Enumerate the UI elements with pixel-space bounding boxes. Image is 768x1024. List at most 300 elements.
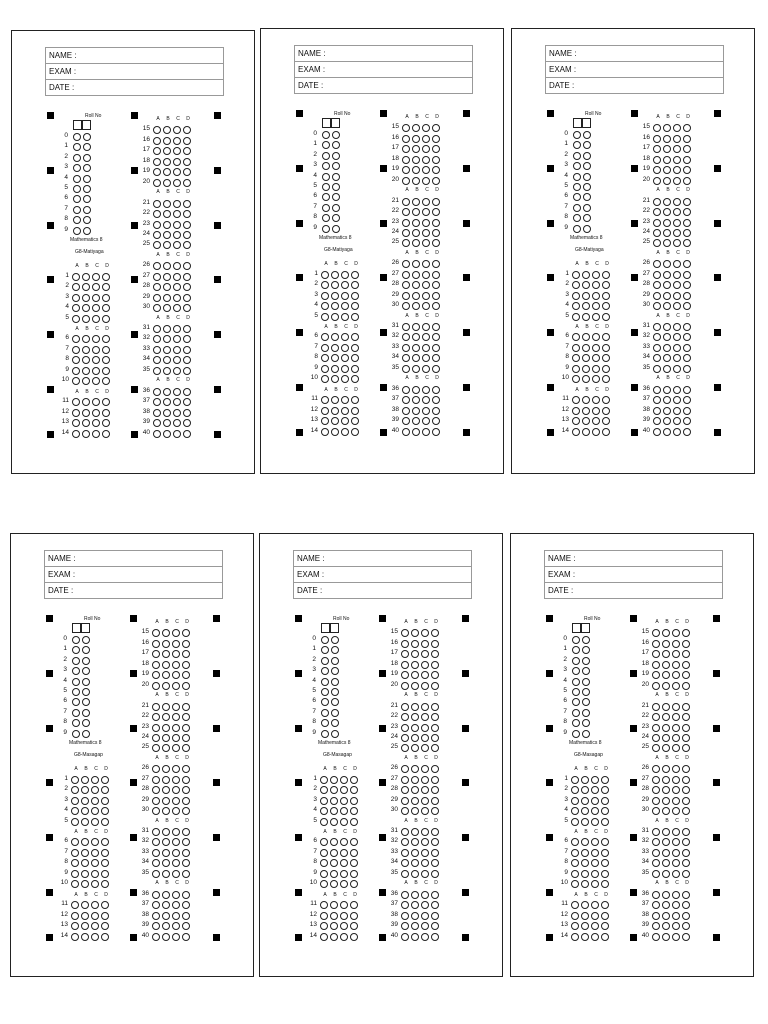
answer-bubble[interactable] bbox=[682, 891, 690, 899]
answer-bubble[interactable] bbox=[320, 859, 328, 867]
answer-bubble[interactable] bbox=[92, 419, 100, 427]
answer-bubble[interactable] bbox=[431, 724, 439, 732]
answer-bubble[interactable] bbox=[320, 880, 328, 888]
answer-bubble[interactable] bbox=[401, 713, 409, 721]
answer-bubble[interactable] bbox=[81, 818, 89, 826]
answer-bubble[interactable] bbox=[672, 797, 680, 805]
answer-bubble[interactable] bbox=[173, 158, 181, 166]
answer-bubble[interactable] bbox=[91, 880, 99, 888]
roll-bubble[interactable] bbox=[582, 636, 590, 644]
roll-bubble[interactable] bbox=[83, 133, 91, 141]
answer-bubble[interactable] bbox=[340, 880, 348, 888]
answer-bubble[interactable] bbox=[662, 744, 670, 752]
answer-bubble[interactable] bbox=[672, 744, 680, 752]
roll-bubble[interactable] bbox=[82, 688, 90, 696]
answer-bubble[interactable] bbox=[182, 912, 190, 920]
answer-bubble[interactable] bbox=[662, 901, 670, 909]
answer-bubble[interactable] bbox=[673, 135, 681, 143]
answer-bubble[interactable] bbox=[340, 870, 348, 878]
answer-bubble[interactable] bbox=[682, 922, 690, 930]
answer-bubble[interactable] bbox=[153, 179, 161, 187]
roll-bubble[interactable] bbox=[83, 185, 91, 193]
answer-bubble[interactable] bbox=[172, 922, 180, 930]
answer-bubble[interactable] bbox=[412, 428, 420, 436]
answer-bubble[interactable] bbox=[341, 407, 349, 415]
answer-bubble[interactable] bbox=[592, 333, 600, 341]
answer-bubble[interactable] bbox=[653, 428, 661, 436]
answer-bubble[interactable] bbox=[602, 313, 610, 321]
answer-bubble[interactable] bbox=[653, 271, 661, 279]
answer-bubble[interactable] bbox=[592, 354, 600, 362]
answer-bubble[interactable] bbox=[682, 870, 690, 878]
answer-bubble[interactable] bbox=[401, 776, 409, 784]
answer-bubble[interactable] bbox=[412, 271, 420, 279]
answer-bubble[interactable] bbox=[653, 260, 661, 268]
answer-bubble[interactable] bbox=[182, 671, 190, 679]
answer-bubble[interactable] bbox=[411, 849, 419, 857]
answer-bubble[interactable] bbox=[662, 797, 670, 805]
roll-bubble[interactable] bbox=[83, 154, 91, 162]
answer-bubble[interactable] bbox=[412, 208, 420, 216]
answer-bubble[interactable] bbox=[320, 786, 328, 794]
answer-bubble[interactable] bbox=[683, 386, 691, 394]
answer-bubble[interactable] bbox=[162, 807, 170, 815]
answer-bubble[interactable] bbox=[350, 838, 358, 846]
answer-bubble[interactable] bbox=[401, 671, 409, 679]
answer-bubble[interactable] bbox=[183, 398, 191, 406]
answer-bubble[interactable] bbox=[320, 807, 328, 815]
roll-bubble[interactable] bbox=[322, 131, 330, 139]
answer-bubble[interactable] bbox=[572, 313, 580, 321]
answer-bubble[interactable] bbox=[663, 281, 671, 289]
roll-bubble[interactable] bbox=[73, 143, 81, 151]
answer-bubble[interactable] bbox=[331, 344, 339, 352]
answer-bubble[interactable] bbox=[422, 407, 430, 415]
roll-bubble[interactable] bbox=[73, 164, 81, 172]
roll-bubble[interactable] bbox=[82, 698, 90, 706]
roll-bubble[interactable] bbox=[322, 214, 330, 222]
answer-bubble[interactable] bbox=[173, 346, 181, 354]
answer-bubble[interactable] bbox=[673, 229, 681, 237]
answer-bubble[interactable] bbox=[182, 901, 190, 909]
answer-bubble[interactable] bbox=[152, 922, 160, 930]
answer-bubble[interactable] bbox=[652, 901, 660, 909]
answer-bubble[interactable] bbox=[652, 797, 660, 805]
answer-bubble[interactable] bbox=[72, 304, 80, 312]
answer-bubble[interactable] bbox=[412, 166, 420, 174]
answer-bubble[interactable] bbox=[421, 891, 429, 899]
answer-bubble[interactable] bbox=[330, 901, 338, 909]
answer-bubble[interactable] bbox=[431, 629, 439, 637]
answer-bubble[interactable] bbox=[682, 859, 690, 867]
answer-bubble[interactable] bbox=[662, 650, 670, 658]
answer-bubble[interactable] bbox=[601, 797, 609, 805]
answer-bubble[interactable] bbox=[102, 304, 110, 312]
answer-bubble[interactable] bbox=[673, 208, 681, 216]
answer-bubble[interactable] bbox=[173, 147, 181, 155]
answer-bubble[interactable] bbox=[652, 671, 660, 679]
answer-bubble[interactable] bbox=[81, 776, 89, 784]
answer-bubble[interactable] bbox=[163, 137, 171, 145]
answer-bubble[interactable] bbox=[663, 428, 671, 436]
answer-bubble[interactable] bbox=[421, 838, 429, 846]
answer-bubble[interactable] bbox=[182, 807, 190, 815]
answer-bubble[interactable] bbox=[102, 315, 110, 323]
answer-bubble[interactable] bbox=[422, 344, 430, 352]
roll-bubble[interactable] bbox=[73, 195, 81, 203]
answer-bubble[interactable] bbox=[163, 325, 171, 333]
answer-bubble[interactable] bbox=[102, 335, 110, 343]
answer-bubble[interactable] bbox=[582, 354, 590, 362]
answer-bubble[interactable] bbox=[653, 124, 661, 132]
answer-bubble[interactable] bbox=[672, 891, 680, 899]
answer-bubble[interactable] bbox=[652, 724, 660, 732]
answer-bubble[interactable] bbox=[602, 396, 610, 404]
answer-bubble[interactable] bbox=[402, 271, 410, 279]
answer-bubble[interactable] bbox=[82, 398, 90, 406]
answer-bubble[interactable] bbox=[431, 713, 439, 721]
answer-bubble[interactable] bbox=[412, 292, 420, 300]
roll-bubble[interactable] bbox=[583, 152, 591, 160]
answer-bubble[interactable] bbox=[421, 629, 429, 637]
answer-bubble[interactable] bbox=[173, 273, 181, 281]
answer-bubble[interactable] bbox=[101, 838, 109, 846]
answer-bubble[interactable] bbox=[571, 786, 579, 794]
answer-bubble[interactable] bbox=[411, 703, 419, 711]
answer-bubble[interactable] bbox=[72, 430, 80, 438]
answer-bubble[interactable] bbox=[172, 629, 180, 637]
answer-bubble[interactable] bbox=[432, 407, 440, 415]
roll-bubble[interactable] bbox=[321, 678, 329, 686]
answer-bubble[interactable] bbox=[672, 734, 680, 742]
answer-bubble[interactable] bbox=[183, 294, 191, 302]
answer-bubble[interactable] bbox=[401, 849, 409, 857]
answer-bubble[interactable] bbox=[153, 158, 161, 166]
answer-bubble[interactable] bbox=[432, 198, 440, 206]
answer-bubble[interactable] bbox=[172, 682, 180, 690]
answer-bubble[interactable] bbox=[421, 849, 429, 857]
answer-bubble[interactable] bbox=[81, 901, 89, 909]
answer-bubble[interactable] bbox=[591, 849, 599, 857]
answer-bubble[interactable] bbox=[331, 365, 339, 373]
answer-bubble[interactable] bbox=[591, 933, 599, 941]
answer-bubble[interactable] bbox=[163, 179, 171, 187]
answer-bubble[interactable] bbox=[683, 407, 691, 415]
answer-bubble[interactable] bbox=[673, 428, 681, 436]
answer-bubble[interactable] bbox=[422, 354, 430, 362]
answer-bubble[interactable] bbox=[602, 428, 610, 436]
answer-bubble[interactable] bbox=[653, 239, 661, 247]
roll-bubble[interactable] bbox=[73, 154, 81, 162]
answer-bubble[interactable] bbox=[172, 724, 180, 732]
answer-bubble[interactable] bbox=[162, 901, 170, 909]
answer-bubble[interactable] bbox=[350, 870, 358, 878]
answer-bubble[interactable] bbox=[331, 396, 339, 404]
answer-bubble[interactable] bbox=[163, 409, 171, 417]
answer-bubble[interactable] bbox=[402, 386, 410, 394]
answer-bubble[interactable] bbox=[663, 407, 671, 415]
answer-bubble[interactable] bbox=[163, 221, 171, 229]
answer-bubble[interactable] bbox=[163, 273, 171, 281]
answer-bubble[interactable] bbox=[673, 292, 681, 300]
answer-bubble[interactable] bbox=[102, 398, 110, 406]
answer-bubble[interactable] bbox=[592, 292, 600, 300]
answer-bubble[interactable] bbox=[581, 849, 589, 857]
answer-bubble[interactable] bbox=[591, 838, 599, 846]
answer-bubble[interactable] bbox=[421, 828, 429, 836]
answer-bubble[interactable] bbox=[183, 137, 191, 145]
roll-bubble[interactable] bbox=[572, 719, 580, 727]
answer-bubble[interactable] bbox=[401, 661, 409, 669]
answer-bubble[interactable] bbox=[153, 367, 161, 375]
answer-bubble[interactable] bbox=[321, 281, 329, 289]
answer-bubble[interactable] bbox=[102, 356, 110, 364]
answer-bubble[interactable] bbox=[330, 818, 338, 826]
answer-bubble[interactable] bbox=[401, 870, 409, 878]
answer-bubble[interactable] bbox=[350, 880, 358, 888]
answer-bubble[interactable] bbox=[412, 323, 420, 331]
answer-bubble[interactable] bbox=[592, 313, 600, 321]
answer-bubble[interactable] bbox=[672, 713, 680, 721]
answer-bubble[interactable] bbox=[162, 912, 170, 920]
answer-bubble[interactable] bbox=[432, 428, 440, 436]
answer-bubble[interactable] bbox=[172, 765, 180, 773]
roll-bubble[interactable] bbox=[72, 646, 80, 654]
answer-bubble[interactable] bbox=[72, 409, 80, 417]
answer-bubble[interactable] bbox=[422, 229, 430, 237]
answer-bubble[interactable] bbox=[350, 912, 358, 920]
answer-bubble[interactable] bbox=[72, 283, 80, 291]
answer-bubble[interactable] bbox=[662, 891, 670, 899]
answer-bubble[interactable] bbox=[173, 304, 181, 312]
answer-bubble[interactable] bbox=[92, 283, 100, 291]
answer-bubble[interactable] bbox=[422, 135, 430, 143]
answer-bubble[interactable] bbox=[582, 313, 590, 321]
answer-bubble[interactable] bbox=[431, 922, 439, 930]
roll-bubble[interactable] bbox=[321, 719, 329, 727]
answer-bubble[interactable] bbox=[152, 744, 160, 752]
answer-bubble[interactable] bbox=[663, 145, 671, 153]
answer-bubble[interactable] bbox=[662, 671, 670, 679]
answer-bubble[interactable] bbox=[592, 396, 600, 404]
answer-bubble[interactable] bbox=[683, 271, 691, 279]
answer-bubble[interactable] bbox=[663, 260, 671, 268]
answer-bubble[interactable] bbox=[402, 354, 410, 362]
answer-bubble[interactable] bbox=[663, 166, 671, 174]
answer-bubble[interactable] bbox=[592, 281, 600, 289]
answer-bubble[interactable] bbox=[163, 419, 171, 427]
answer-bubble[interactable] bbox=[102, 367, 110, 375]
answer-bubble[interactable] bbox=[321, 292, 329, 300]
answer-bubble[interactable] bbox=[682, 828, 690, 836]
answer-bubble[interactable] bbox=[653, 198, 661, 206]
answer-bubble[interactable] bbox=[683, 302, 691, 310]
answer-bubble[interactable] bbox=[101, 901, 109, 909]
answer-bubble[interactable] bbox=[350, 776, 358, 784]
answer-bubble[interactable] bbox=[591, 797, 599, 805]
answer-bubble[interactable] bbox=[592, 271, 600, 279]
answer-bubble[interactable] bbox=[172, 786, 180, 794]
answer-bubble[interactable] bbox=[172, 838, 180, 846]
answer-bubble[interactable] bbox=[402, 145, 410, 153]
answer-bubble[interactable] bbox=[82, 335, 90, 343]
answer-bubble[interactable] bbox=[81, 880, 89, 888]
answer-bubble[interactable] bbox=[183, 221, 191, 229]
answer-bubble[interactable] bbox=[182, 640, 190, 648]
answer-bubble[interactable] bbox=[152, 765, 160, 773]
answer-bubble[interactable] bbox=[581, 933, 589, 941]
answer-bubble[interactable] bbox=[682, 650, 690, 658]
answer-bubble[interactable] bbox=[591, 912, 599, 920]
answer-bubble[interactable] bbox=[401, 912, 409, 920]
answer-bubble[interactable] bbox=[673, 166, 681, 174]
answer-bubble[interactable] bbox=[341, 417, 349, 425]
answer-bubble[interactable] bbox=[350, 797, 358, 805]
answer-bubble[interactable] bbox=[163, 158, 171, 166]
name-field[interactable]: NAME : bbox=[546, 46, 723, 62]
answer-bubble[interactable] bbox=[330, 880, 338, 888]
answer-bubble[interactable] bbox=[320, 849, 328, 857]
answer-bubble[interactable] bbox=[172, 776, 180, 784]
answer-bubble[interactable] bbox=[653, 323, 661, 331]
answer-bubble[interactable] bbox=[91, 818, 99, 826]
answer-bubble[interactable] bbox=[163, 346, 171, 354]
date-field[interactable]: DATE : bbox=[297, 586, 323, 595]
answer-bubble[interactable] bbox=[102, 409, 110, 417]
answer-bubble[interactable] bbox=[183, 430, 191, 438]
answer-bubble[interactable] bbox=[162, 713, 170, 721]
roll-bubble[interactable] bbox=[82, 709, 90, 717]
answer-bubble[interactable] bbox=[653, 145, 661, 153]
name-field[interactable]: NAME : bbox=[45, 551, 222, 567]
answer-bubble[interactable] bbox=[412, 124, 420, 132]
answer-bubble[interactable] bbox=[682, 661, 690, 669]
answer-bubble[interactable] bbox=[340, 912, 348, 920]
answer-bubble[interactable] bbox=[572, 344, 580, 352]
roll-bubble[interactable] bbox=[82, 667, 90, 675]
answer-bubble[interactable] bbox=[330, 922, 338, 930]
roll-bubble[interactable] bbox=[583, 131, 591, 139]
answer-bubble[interactable] bbox=[91, 901, 99, 909]
answer-bubble[interactable] bbox=[662, 682, 670, 690]
answer-bubble[interactable] bbox=[92, 315, 100, 323]
roll-bubble[interactable] bbox=[573, 131, 581, 139]
roll-bubble[interactable] bbox=[321, 667, 329, 675]
answer-bubble[interactable] bbox=[421, 765, 429, 773]
roll-bubble[interactable] bbox=[572, 678, 580, 686]
answer-bubble[interactable] bbox=[592, 407, 600, 415]
answer-bubble[interactable] bbox=[162, 838, 170, 846]
answer-bubble[interactable] bbox=[182, 661, 190, 669]
answer-bubble[interactable] bbox=[431, 671, 439, 679]
answer-bubble[interactable] bbox=[601, 807, 609, 815]
answer-bubble[interactable] bbox=[421, 859, 429, 867]
answer-bubble[interactable] bbox=[411, 640, 419, 648]
answer-bubble[interactable] bbox=[350, 859, 358, 867]
answer-bubble[interactable] bbox=[172, 901, 180, 909]
answer-bubble[interactable] bbox=[652, 629, 660, 637]
answer-bubble[interactable] bbox=[421, 703, 429, 711]
answer-bubble[interactable] bbox=[431, 870, 439, 878]
answer-bubble[interactable] bbox=[162, 629, 170, 637]
answer-bubble[interactable] bbox=[182, 797, 190, 805]
answer-bubble[interactable] bbox=[662, 933, 670, 941]
answer-bubble[interactable] bbox=[582, 428, 590, 436]
answer-bubble[interactable] bbox=[652, 734, 660, 742]
answer-bubble[interactable] bbox=[340, 776, 348, 784]
answer-bubble[interactable] bbox=[182, 703, 190, 711]
answer-bubble[interactable] bbox=[601, 786, 609, 794]
answer-bubble[interactable] bbox=[672, 682, 680, 690]
answer-bubble[interactable] bbox=[673, 302, 681, 310]
answer-bubble[interactable] bbox=[672, 870, 680, 878]
answer-bubble[interactable] bbox=[153, 335, 161, 343]
answer-bubble[interactable] bbox=[72, 294, 80, 302]
answer-bubble[interactable] bbox=[662, 849, 670, 857]
answer-bubble[interactable] bbox=[183, 346, 191, 354]
answer-bubble[interactable] bbox=[421, 807, 429, 815]
answer-bubble[interactable] bbox=[162, 828, 170, 836]
answer-bubble[interactable] bbox=[81, 933, 89, 941]
answer-bubble[interactable] bbox=[173, 367, 181, 375]
answer-bubble[interactable] bbox=[411, 661, 419, 669]
answer-bubble[interactable] bbox=[683, 124, 691, 132]
answer-bubble[interactable] bbox=[672, 912, 680, 920]
answer-bubble[interactable] bbox=[350, 933, 358, 941]
answer-bubble[interactable] bbox=[340, 922, 348, 930]
answer-bubble[interactable] bbox=[412, 407, 420, 415]
answer-bubble[interactable] bbox=[652, 650, 660, 658]
answer-bubble[interactable] bbox=[683, 208, 691, 216]
answer-bubble[interactable] bbox=[351, 365, 359, 373]
answer-bubble[interactable] bbox=[683, 145, 691, 153]
answer-bubble[interactable] bbox=[172, 891, 180, 899]
answer-bubble[interactable] bbox=[582, 271, 590, 279]
answer-bubble[interactable] bbox=[101, 870, 109, 878]
answer-bubble[interactable] bbox=[673, 365, 681, 373]
answer-bubble[interactable] bbox=[663, 208, 671, 216]
answer-bubble[interactable] bbox=[92, 273, 100, 281]
answer-bubble[interactable] bbox=[330, 849, 338, 857]
answer-bubble[interactable] bbox=[663, 323, 671, 331]
answer-bubble[interactable] bbox=[663, 354, 671, 362]
answer-bubble[interactable] bbox=[422, 281, 430, 289]
answer-bubble[interactable] bbox=[592, 375, 600, 383]
answer-bubble[interactable] bbox=[602, 333, 610, 341]
answer-bubble[interactable] bbox=[421, 682, 429, 690]
answer-bubble[interactable] bbox=[412, 354, 420, 362]
answer-bubble[interactable] bbox=[662, 661, 670, 669]
answer-bubble[interactable] bbox=[673, 219, 681, 227]
answer-bubble[interactable] bbox=[331, 333, 339, 341]
answer-bubble[interactable] bbox=[683, 365, 691, 373]
answer-bubble[interactable] bbox=[402, 365, 410, 373]
answer-bubble[interactable] bbox=[592, 365, 600, 373]
name-field[interactable]: NAME : bbox=[295, 46, 472, 62]
answer-bubble[interactable] bbox=[163, 304, 171, 312]
answer-bubble[interactable] bbox=[652, 682, 660, 690]
answer-bubble[interactable] bbox=[163, 430, 171, 438]
answer-bubble[interactable] bbox=[152, 912, 160, 920]
answer-bubble[interactable] bbox=[672, 933, 680, 941]
answer-bubble[interactable] bbox=[683, 428, 691, 436]
answer-bubble[interactable] bbox=[672, 901, 680, 909]
answer-bubble[interactable] bbox=[163, 126, 171, 134]
answer-bubble[interactable] bbox=[340, 786, 348, 794]
answer-bubble[interactable] bbox=[673, 177, 681, 185]
answer-bubble[interactable] bbox=[431, 682, 439, 690]
answer-bubble[interactable] bbox=[673, 323, 681, 331]
